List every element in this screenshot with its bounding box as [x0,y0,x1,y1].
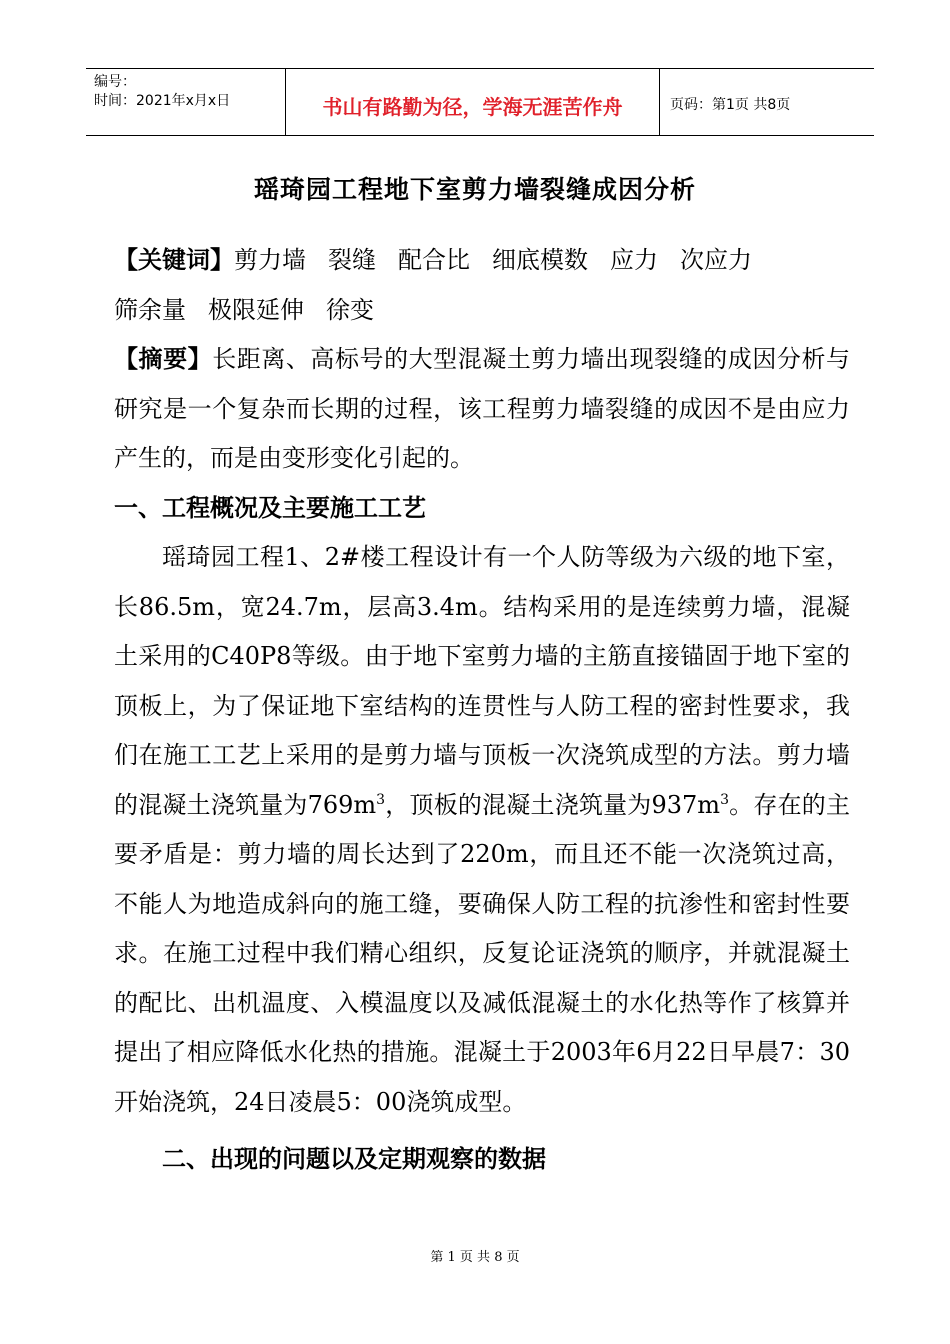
paragraph-text: ，顶板的混凝土浇筑量为937m [385,790,721,819]
superscript: 3 [720,791,729,808]
document-header [86,68,874,136]
document-title: 瑶琦园工程地下室剪力墙裂缝成因分析 [253,175,696,204]
keyword: 配合比 [398,246,470,274]
keyword: 徐变 [326,295,374,324]
section-heading-1: 一、工程概况及主要施工工艺 [114,493,426,522]
keyword: 细底模数 [492,246,588,274]
document-number-label: 编号： [94,74,136,90]
superscript: 3 [376,791,386,808]
keyword: 剪力墙 [234,246,306,274]
abstract-label: 【摘要】 [114,345,213,373]
page-footer: 第 1 页 共 8 页 [430,1250,520,1265]
abstract-text: 长距离、高标号的大型混凝土剪力墙出现裂缝的成因分析与研究是一个复杂而长期的过程，该工程剪力墙裂缝的成因不是由应力产生的，而是由变形变化引起的。 [114,345,851,472]
keyword: 应力 [610,246,658,274]
header-page-info: 页码：第1页 共8页 [670,97,791,113]
header-motto-cell [286,69,660,135]
abstract-paragraph [114,335,850,484]
document-time-label: 时间：2021年x月x日 [94,93,231,109]
section-heading-2: 二、出现的问题以及定期观察的数据 [162,1145,546,1173]
keyword: 筛余量 [114,295,186,324]
document-body [114,236,850,1185]
paragraph-text: 瑶琦园工程1、2#楼工程设计有一个人防等级为六级的地下室，长86.5m，宽24.7m，层高3.4m。结构采用的是连续剪力墙，混凝土采用的C40P8等级。由于地下室剪力墙的主筋直接锚固于地下室的顶板上，为了保证地下室结构的连贯性与人防工程的密封性要求，我们在施工工艺上采用的是剪力墙与顶板一次浇筑成型的方法。剪力墙的混凝土浇筑量为769m [114,543,850,819]
paragraph-text: 。存在的主要矛盾是：剪力墙的周长达到了220m，而且还不能一次浇筑过高，不能人为地造成斜向的施工缝，要确保人防工程的抗渗性和密封性要求。在施工过程中我们精心组织，反复论证浇筑的顺序，并就混凝土的配比、出机温度、入模温度以及减低混凝土的水化热等作了核算并提出了相应降低水化热的措施。混凝土于2003年6月22日早晨7：30开始浇筑，24日凌晨5：00浇筑成型。 [114,790,850,1116]
keywords-label: 【关键词】 [114,246,234,274]
header-meta-cell [86,69,286,135]
keyword: 极限延伸 [208,295,304,324]
keywords-paragraph [114,236,850,335]
header-page-cell [660,69,874,135]
keyword: 次应力 [680,246,752,274]
header-motto: 书山有路勤为径，学海无涯苦作舟 [322,94,623,119]
section-1-paragraph [114,533,850,1127]
keyword: 裂缝 [328,246,376,274]
